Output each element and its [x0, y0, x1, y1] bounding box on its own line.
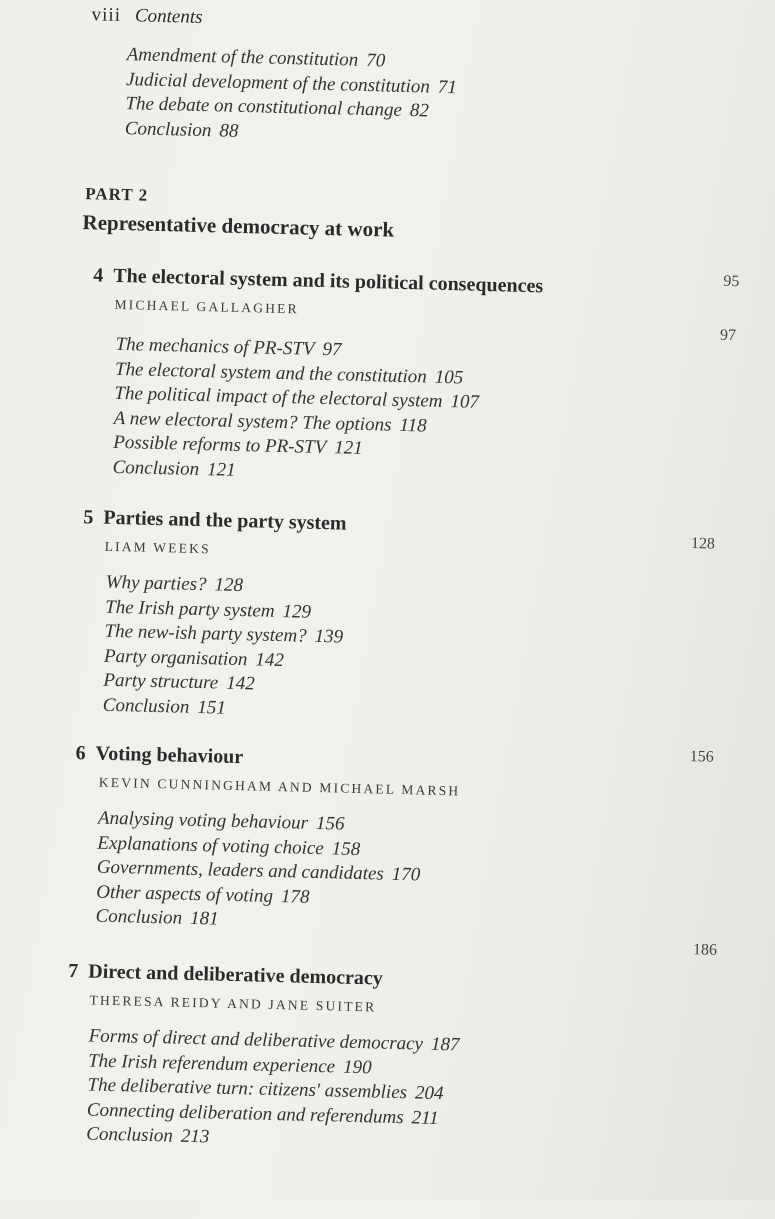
toc-section-entry[interactable]: A new electoral system? The options 118: [113, 407, 427, 437]
chapter-number: 4: [93, 264, 104, 287]
toc-section-entry[interactable]: The deliberative turn: citizens' assemblies 204: [87, 1074, 444, 1105]
prev-chapter-section-list: [125, 43, 458, 149]
toc-section-entry[interactable]: The Irish party system 129: [104, 596, 312, 623]
part-title: Representative democracy at work: [82, 210, 395, 242]
toc-section-entry[interactable]: Conclusion 181: [95, 905, 219, 930]
chapter-title: Parties and the party system: [103, 506, 347, 535]
chapter-number: 7: [68, 959, 79, 983]
toc-section-entry[interactable]: Conclusion 88: [124, 117, 239, 142]
chapter-author: KEVIN CUNNINGHAM AND MICHAEL MARSH: [98, 774, 461, 799]
toc-section-entry[interactable]: Party structure 142: [103, 669, 255, 695]
toc-section-entry[interactable]: Other aspects of voting 178: [95, 881, 310, 908]
chapter-author: MICHAEL GALLAGHER: [114, 296, 299, 317]
toc-section-entry[interactable]: The debate on constitutional change 82: [125, 93, 430, 122]
chapter-title: Direct and deliberative democracy: [88, 960, 384, 990]
toc-section-entry[interactable]: Explanations of voting choice 158: [97, 832, 361, 860]
chapter-section-list: [95, 807, 421, 937]
chapter-heading[interactable]: [83, 506, 347, 535]
toc-section-entry[interactable]: Analysing voting behaviour 156: [97, 807, 345, 835]
toc-section-entry[interactable]: The mechanics of PR-STV 97: [115, 333, 342, 361]
toc-section-entry[interactable]: The Irish referendum experience 190: [87, 1049, 372, 1078]
chapter-heading[interactable]: [75, 742, 243, 769]
chapter-title: Voting behaviour: [95, 742, 244, 769]
toc-section-entry[interactable]: Judicial development of the constitution 71: [125, 68, 458, 98]
part-page-number: 95: [723, 272, 740, 291]
chapter-number: 5: [83, 506, 94, 529]
toc-section-entry[interactable]: The electoral system and the constitution 105: [114, 358, 464, 388]
part-label: PART 2: [85, 184, 149, 205]
toc-section-entry[interactable]: Governments, leaders and candidates 170: [96, 856, 421, 886]
toc-section-entry[interactable]: Conclusion 121: [112, 456, 236, 481]
toc-section-entry[interactable]: The political impact of the electoral system 107: [114, 382, 480, 413]
toc-section-entry[interactable]: Why parties? 128: [105, 571, 244, 597]
chapter-page-number: 186: [692, 941, 718, 959]
chapter-heading[interactable]: [93, 264, 543, 298]
chapter-page-number: 128: [690, 535, 716, 553]
running-head-title: Contents: [134, 5, 203, 28]
chapter-section-list: [112, 333, 480, 489]
chapter-title: The electoral system and its political consequences: [113, 264, 544, 298]
chapter-section-list: [102, 571, 344, 724]
chapter-author: THERESA REIDY AND JANE SUITER: [89, 992, 377, 1015]
chapter-number: 6: [75, 742, 86, 765]
chapter-heading[interactable]: [68, 960, 383, 991]
chapter-page-number: 156: [689, 748, 714, 766]
toc-section-entry[interactable]: The new-ish party system? 139: [104, 620, 344, 648]
running-head: [91, 4, 202, 29]
page-folio: viii: [91, 4, 122, 26]
chapter-page-number: 97: [719, 326, 737, 345]
chapter-section-list: [86, 1024, 460, 1156]
chapter-author: LIAM WEEKS: [104, 538, 211, 557]
toc-section-entry[interactable]: Conclusion 213: [86, 1123, 210, 1148]
toc-section-entry[interactable]: Conclusion 151: [102, 694, 227, 719]
toc-section-entry[interactable]: Party organisation 142: [103, 645, 285, 671]
toc-section-entry[interactable]: Connecting deliberation and referendums 211: [86, 1098, 439, 1129]
toc-section-entry[interactable]: Amendment of the constitution 70: [126, 44, 386, 72]
toc-section-entry[interactable]: Possible reforms to PR-STV 121: [112, 431, 363, 459]
toc-section-entry[interactable]: Forms of direct and deliberative democracy 187: [88, 1025, 460, 1056]
